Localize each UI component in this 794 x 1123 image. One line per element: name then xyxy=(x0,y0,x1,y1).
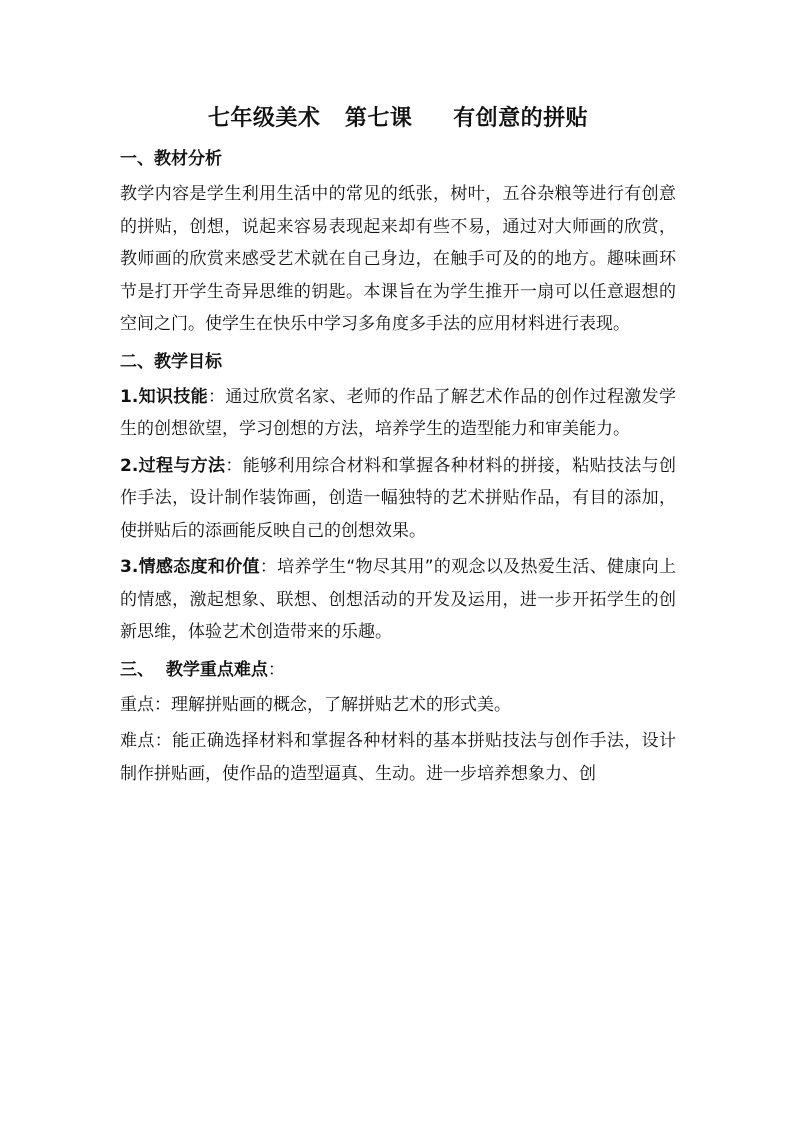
goal-item-lead: 2.过程与方法 xyxy=(120,455,226,476)
difficulty-text: 难点：能正确选择材料和掌握各种材料的基本拼贴技法与创作手法，设计制作拼贴画，使作品的造型逼真、生动。进一步培养想象力、创 xyxy=(120,731,676,784)
goal-item-emotion-values xyxy=(120,551,676,649)
goal-item-lead: 3.情感态度和价值 xyxy=(120,557,260,577)
goal-item-lead: 1.知识技能 xyxy=(120,386,209,407)
goal-item-knowledge-skills xyxy=(120,381,676,446)
section-heading-textbook-analysis: 一、教材分析 xyxy=(120,149,222,169)
section-body-textbook-analysis: 教学内容是学生利用生活中的常见的纸张，树叶，五谷杂粮等进行有创意的拼贴，创想，说起来容易表现起来却有些不易，通过对大师画的欣赏，教师画的欣赏来感受艺术就在自己身边，在触手可及的的地方。趣味画环节是打开学生奇异思维的钥匙。本课旨在为学生推开一扇可以任意遐想的空间之门。使学生在快乐中学习多角度多手法的应用材料进行表现。 xyxy=(120,184,676,334)
goal-item-text: ：能够利用综合材料和掌握各种材料的拼接，粘贴技法与创作手法，设计制作装饰画，创造一幅独特的艺术拼贴作品，有目的添加，使拼贴后的添画能反映自己的创想效果。 xyxy=(120,455,676,541)
section-heading-text: 三、 教学重点难点 xyxy=(120,659,268,680)
key-point-text: 重点：理解拼贴画的概念，了解拼贴艺术的形式美。 xyxy=(120,694,511,715)
section-heading-colon: ： xyxy=(267,659,285,680)
document-page xyxy=(120,100,676,794)
goal-item-text: ：通过欣赏名家、老师的作品了解艺术作品的创作过程激发学生的创想欲望，学习创想的方法，培养学生的造型能力和审美能力。 xyxy=(120,386,676,439)
goal-item-text: ：培养学生“物尽其用”的观念以及热爱生活、健康向上的情感，激起想象、联想、创想活动的开发及运用，进一步开拓学生的创新思维，体验艺术创造带来的乐趣。 xyxy=(120,557,676,642)
goal-item-process-methods xyxy=(120,450,676,548)
document-title: 七年级美术 第七课 有创意的拼贴 xyxy=(207,106,589,131)
section-heading-key-difficult-points xyxy=(120,655,676,685)
section-heading-teaching-goals: 二、教学目标 xyxy=(120,351,222,372)
